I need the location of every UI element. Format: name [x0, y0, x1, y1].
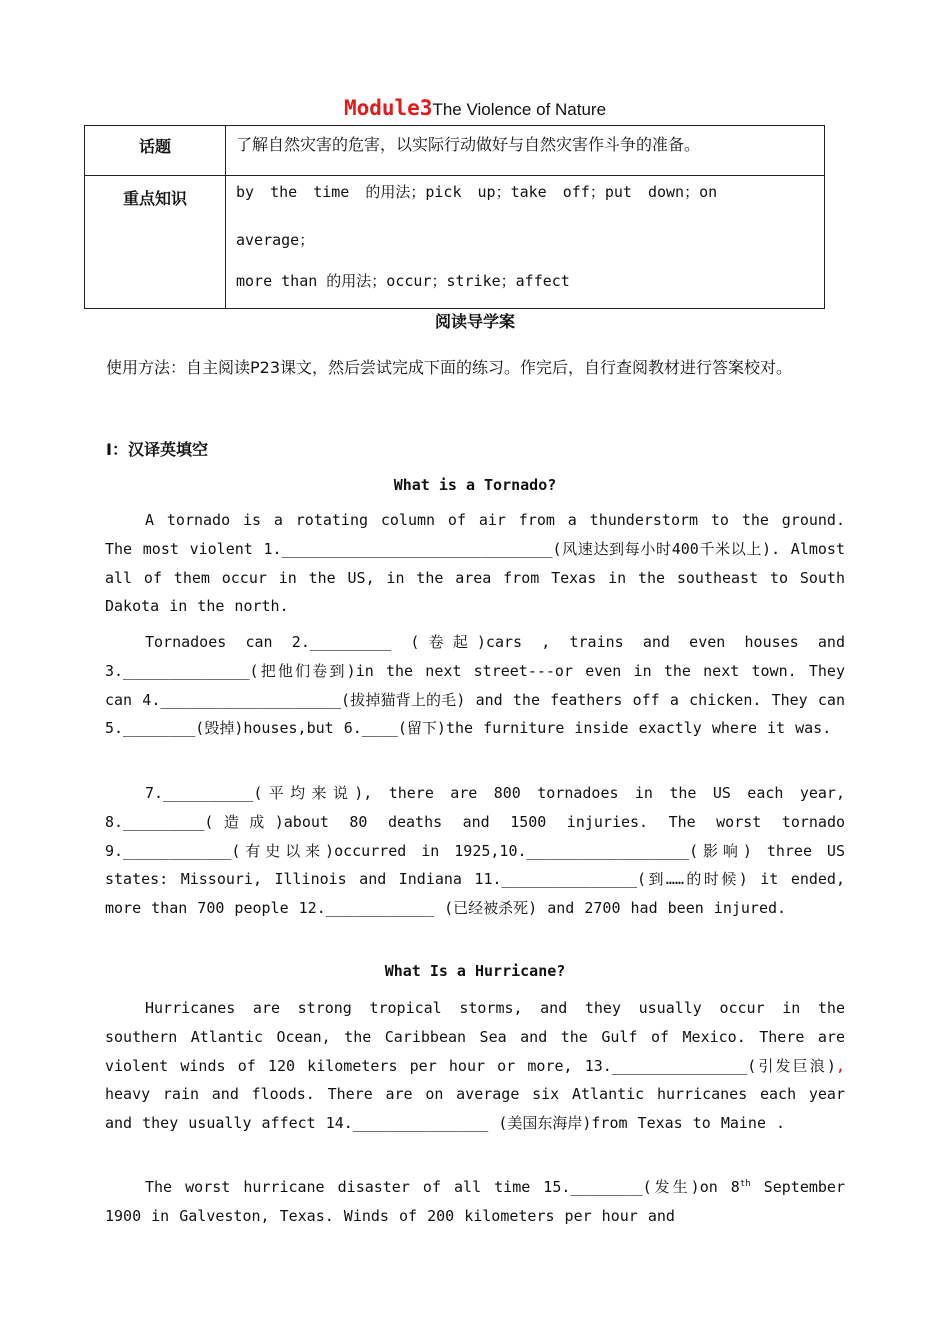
usage-instructions: 使用方法：自主阅读P23课文，然后尝试完成下面的练习。作完后，自行查阅教材进行答案校对。: [106, 358, 793, 377]
hurricane-paragraph-1-text-b: heavy rain and floods. There are on average six Atlantic hurricanes each year and they usually affect 14._______________ (美国东海岸)from Texas to Maine .: [105, 1085, 845, 1133]
tornado-paragraph-1-text: A tornado is a rotating column of air from a thunderstorm to the ground. The most violent 1.______________________________(风速达到每小时400千米以上). Almost all of them occur in the US, in the area from Texas in the southeast to South Dakota in the north.: [105, 511, 845, 616]
tornado-paragraph-1: [105, 506, 845, 621]
topic-label: 话题: [138, 137, 171, 156]
key-label-cell: [85, 176, 226, 309]
hurricane-paragraph-2: [105, 1173, 845, 1231]
hurricane-paragraph-2-text-b: September 1900 in Galveston, Texas. Winds of 200 kilometers per hour and: [105, 1178, 845, 1225]
part-heading: Ⅰ：汉译英填空: [106, 440, 208, 459]
topic-label-cell: [85, 126, 226, 176]
key-line-2: average；: [236, 231, 315, 249]
topic-row: [85, 126, 825, 176]
key-label: 重点知识: [122, 189, 187, 208]
ordinal-superscript: th: [739, 1179, 751, 1189]
tornado-heading: What is a Tornado?: [393, 476, 557, 494]
hurricane-paragraph-1-text-a: Hurricanes are strong tropical storms, and they usually occur in the southern Atlantic Ocean, the Caribbean Sea and the Gulf of Mexico. There are violent winds of 120 kilometers per hour or more, 13._______________(引发巨浪): [105, 999, 845, 1075]
module-subtitle: The Violence of Nature: [432, 100, 607, 119]
tornado-paragraph-3: [105, 779, 845, 923]
hurricane-heading: What Is a Hurricane?: [384, 962, 566, 980]
hurricane-paragraph-2-text-a: The worst hurricane disaster of all time 15.________(发生)on 8: [145, 1178, 740, 1196]
module-title: [0, 96, 950, 120]
red-comma: ,: [835, 1056, 845, 1075]
info-table: [84, 125, 825, 309]
section-heading: 阅读导学案: [434, 312, 515, 331]
module-number: Module3: [343, 96, 433, 120]
tornado-paragraph-3-text: 7.__________(平均来说), there are 800 tornadoes in the US each year, 8._________(造成)about 80 deaths and 1500 injuries. The worst tornado 9.____________(有史以来)occurred in 1925,10.__________________(影响) three US states: Missouri, Illinois and Indiana 11._______________(到……的时候) it ended, more than 700 people 12.____________ (已经被杀死) and 2700 had been injured.: [105, 784, 845, 918]
key-line-3: more than 的用法；occur；strike；affect: [236, 272, 570, 290]
hurricane-paragraph-1: [105, 994, 845, 1138]
key-line-1: by the time 的用法；pick up；take off；put down；on: [236, 183, 718, 201]
topic-value: 了解自然灾害的危害，以实际行动做好与自然灾害作斗争的准备。: [226, 126, 825, 176]
key-knowledge-row: [85, 176, 825, 309]
tornado-paragraph-2-text: Tornadoes can 2._________ (卷起)cars , trains and even houses and 3.______________(把他们卷到)in the next street---or even in the next town. They can 4.____________________(拔掉猫背上的毛) and the feathers off a chicken. They can 5.________(毁掉)houses,but 6.____(留下)the furniture inside exactly where it was.: [105, 633, 845, 738]
tornado-paragraph-2: [105, 628, 845, 743]
key-knowledge-cell: [226, 176, 825, 309]
